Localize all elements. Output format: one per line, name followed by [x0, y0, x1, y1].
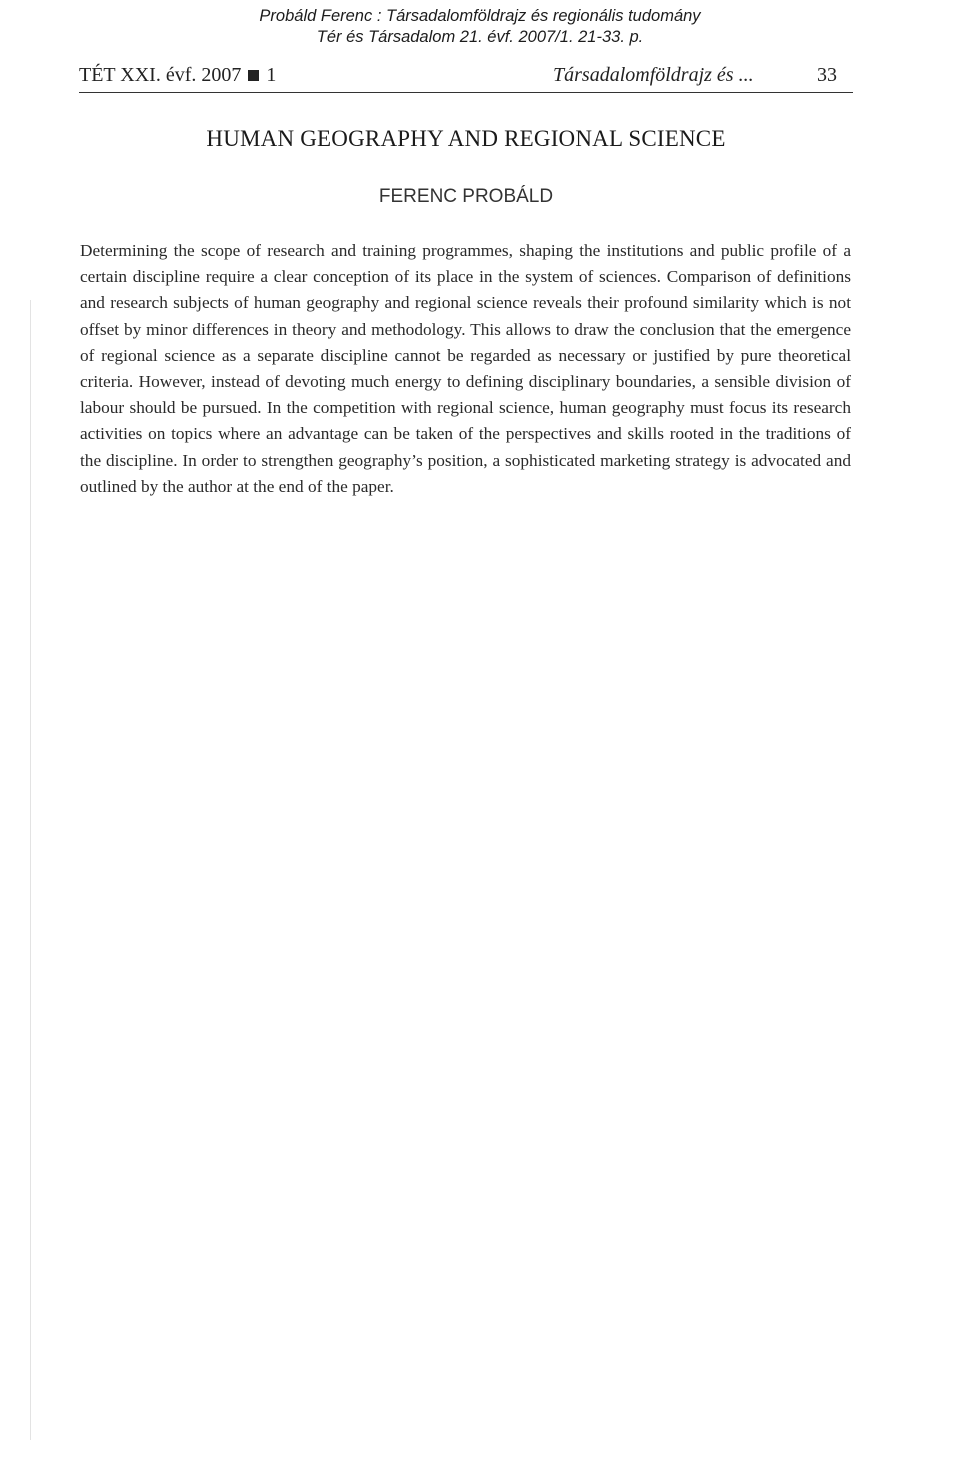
citation-line-1: Probáld Ferenc : Társadalomföldrajz és regionális tudomány — [259, 7, 701, 25]
running-head — [79, 62, 853, 93]
citation-line-2: Tér és Társadalom 21. évf. 2007/1. 21-33. p. — [316, 28, 644, 46]
article-title: HUMAN GEOGRAPHY AND REGIONAL SCIENCE — [206, 126, 726, 151]
journal-info — [79, 64, 276, 87]
journal-volume: TÉT XXI. évf. 2007 — [79, 64, 242, 86]
scan-margin-line — [30, 300, 31, 1440]
article-author: FERENC PROBÁLD — [378, 186, 554, 207]
issue-number: 1 — [266, 64, 277, 86]
abstract-paragraph: Determining the scope of research and training programmes, shaping the institutions and public profile of a certain discipline require a clear conception of its place in the system of sciences. Comparison of definitions and research subjects of human geography and regional science reveals their profound similarity which is not offset by minor differences in theory and methodology. This allows to draw the conclusion that the emergence of regional science as a separate discipline cannot be regarded as necessary or justified by pure theoretical criteria. However, instead of devoting much energy to defining disciplinary boundaries, a sensible division of labour should be pursued. In the competition with regional science, human geography must focus its research activities on topics where an advantage can be taken of the perspectives and skills rooted in the traditions of the discipline. In order to strengthen geography’s position, a sophisticated marketing strategy is advocated and outlined by the author at the end of the paper. — [80, 241, 851, 496]
square-bullet-icon — [248, 70, 259, 81]
page-number: 33 — [817, 64, 837, 86]
section-title: Társadalomföldrajz és ... — [553, 64, 754, 86]
source-citation-header — [0, 6, 960, 48]
